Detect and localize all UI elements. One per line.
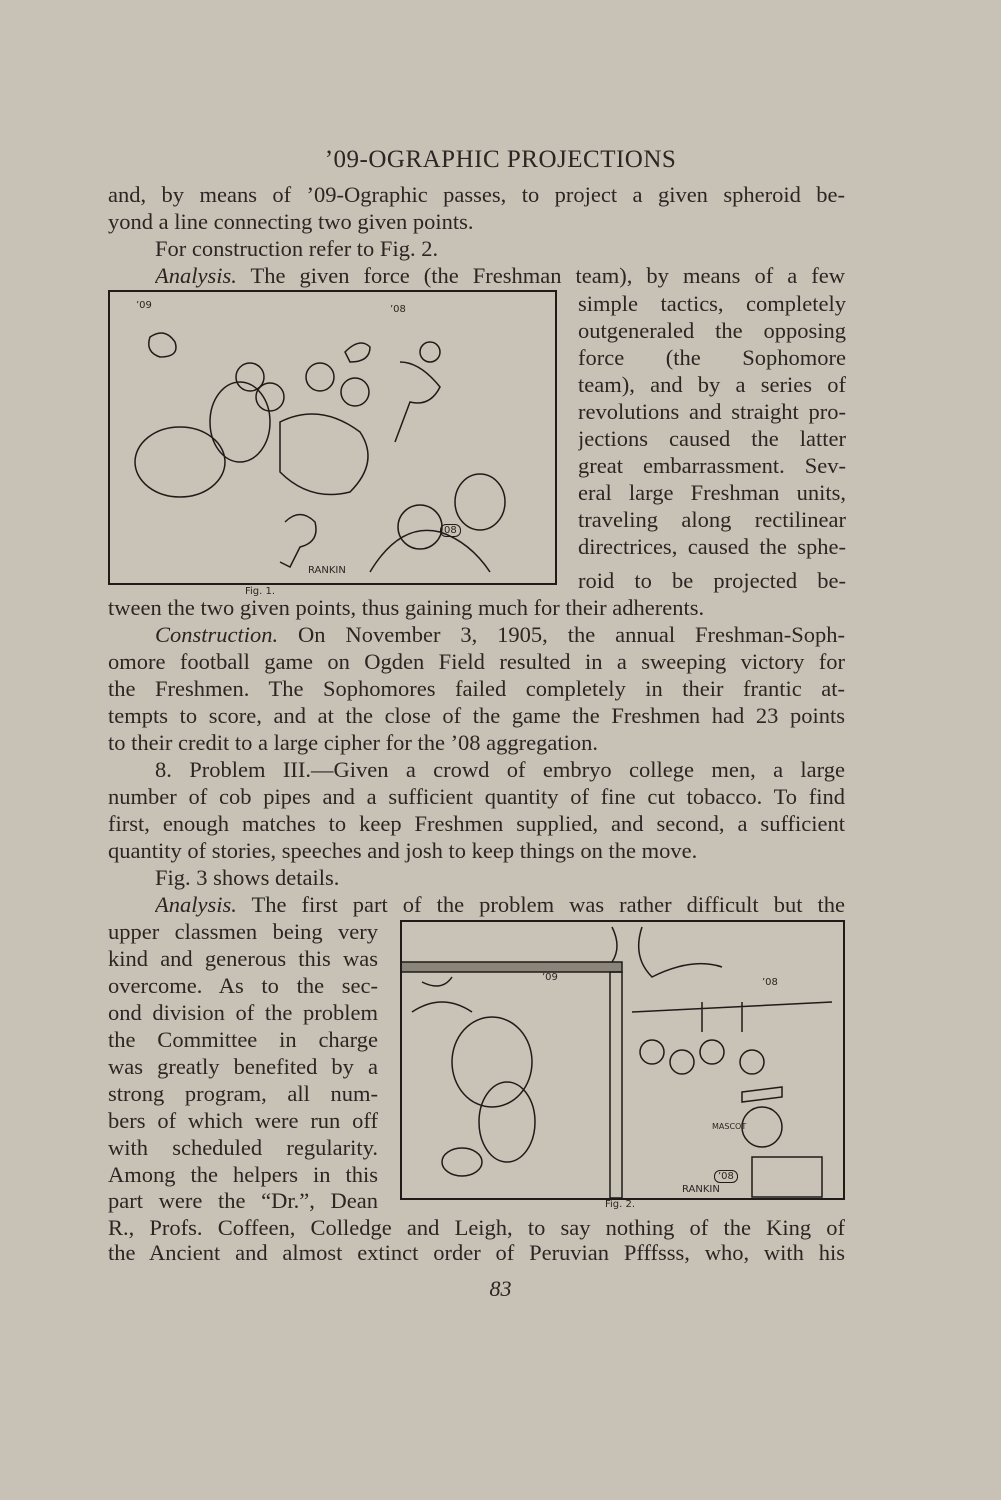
text-line: jections caused the latter — [578, 426, 846, 451]
text-line — [155, 262, 845, 289]
page-title: ’09-OGRAPHIC PROJECTIONS — [324, 146, 677, 173]
artist-signature: RANKIN — [682, 1184, 720, 1195]
text-line: outgeneraled the opposing — [578, 318, 846, 343]
text-line: 8. Problem III.—Given a crowd of embryo college men, a large — [155, 757, 845, 782]
team-label-09: ’09 — [542, 972, 558, 983]
text: The given force (the Freshman team), by means of a few — [236, 263, 845, 288]
text-line: directrices, caused the sphe- — [578, 534, 846, 559]
text-line: the Committee in charge — [108, 1027, 378, 1052]
text-line: to their credit to a large cipher for the ’08 aggregation. — [108, 730, 599, 755]
section-heading: Construction. — [155, 622, 279, 647]
text-line: the Ancient and almost extinct order of Peruvian Pfffsss, who, with his — [108, 1240, 845, 1265]
text-line — [155, 891, 845, 918]
text-line: overcome. As to the sec- — [108, 973, 378, 998]
text-line: bers of which were run off — [108, 1108, 378, 1133]
mascot-sign: MASCOT — [712, 1122, 747, 1131]
team-label-08: ’08 — [762, 977, 778, 988]
team-label-09: ’09 — [136, 300, 152, 311]
text-line: quantity of stories, speeches and josh to keep things on the move. — [108, 838, 698, 863]
text-line: R., Profs. Coffeen, Colledge and Leigh, to say nothing of the King of — [108, 1215, 845, 1240]
section-heading: Analysis. — [155, 892, 237, 917]
text-line: strong program, all num- — [108, 1081, 378, 1106]
figure-2-caption: Fig. 2. — [605, 1199, 636, 1210]
text-line: roid to be projected be- — [578, 568, 846, 593]
text-line: the Freshmen. The Sophomores failed completely in their frantic at- — [108, 676, 845, 701]
figure-1-illustration — [108, 290, 557, 585]
text-line: traveling along rectilinear — [578, 507, 846, 532]
badge-08: ’08 — [714, 1170, 738, 1183]
text-line: For construction refer to Fig. 2. — [155, 236, 439, 261]
text-line: yond a line connecting two given points. — [108, 209, 474, 234]
smoker-cartoon-icon — [402, 922, 843, 1198]
figure-1-caption: Fig. 1. — [245, 586, 276, 597]
text-line: upper classmen being very — [108, 919, 378, 944]
text-line: number of cob pipes and a sufficient quantity of fine cut tobacco. To find — [108, 784, 845, 809]
artist-signature: RANKIN — [308, 565, 346, 576]
text-line: with scheduled regularity. — [108, 1135, 378, 1160]
text-line: team), and by a series of — [578, 372, 846, 397]
text-line: revolutions and straight pro- — [578, 399, 846, 424]
figure-2-illustration — [400, 920, 845, 1200]
text-line: was greatly benefited by a — [108, 1054, 378, 1079]
text-line: simple tactics, completely — [578, 291, 846, 316]
text-line — [155, 621, 845, 648]
text-line: Fig. 3 shows details. — [155, 865, 340, 890]
page-number: 83 — [489, 1276, 512, 1301]
badge-08: 08 — [440, 524, 461, 537]
text-line: tempts to score, and at the close of the game the Freshmen had 23 points — [108, 703, 845, 728]
football-cartoon-icon — [110, 292, 555, 583]
text-line: great embarrassment. Sev- — [578, 453, 846, 478]
text: The first part of the problem was rather difficult but the — [236, 892, 845, 917]
text-line: force (the Sophomore — [578, 345, 846, 370]
text-line: and, by means of ’09-Ographic passes, to project a given spheroid be- — [108, 182, 845, 207]
text-line: eral large Freshman units, — [578, 480, 846, 505]
text-line: tween the two given points, thus gaining much for their adherents. — [108, 595, 705, 620]
text: On November 3, 1905, the annual Freshman-Soph- — [278, 622, 845, 647]
text-line: omore football game on Ogden Field resulted in a sweeping victory for — [108, 649, 845, 674]
text-line: part were the “Dr.”, Dean — [108, 1188, 378, 1213]
text-line: ond division of the problem — [108, 1000, 378, 1025]
team-label-08: ’08 — [390, 304, 406, 315]
text-line: Among the helpers in this — [108, 1162, 378, 1187]
section-heading: Analysis. — [155, 263, 237, 288]
text-line: kind and generous this was — [108, 946, 378, 971]
text-line: first, enough matches to keep Freshmen supplied, and second, a sufficient — [108, 811, 845, 836]
